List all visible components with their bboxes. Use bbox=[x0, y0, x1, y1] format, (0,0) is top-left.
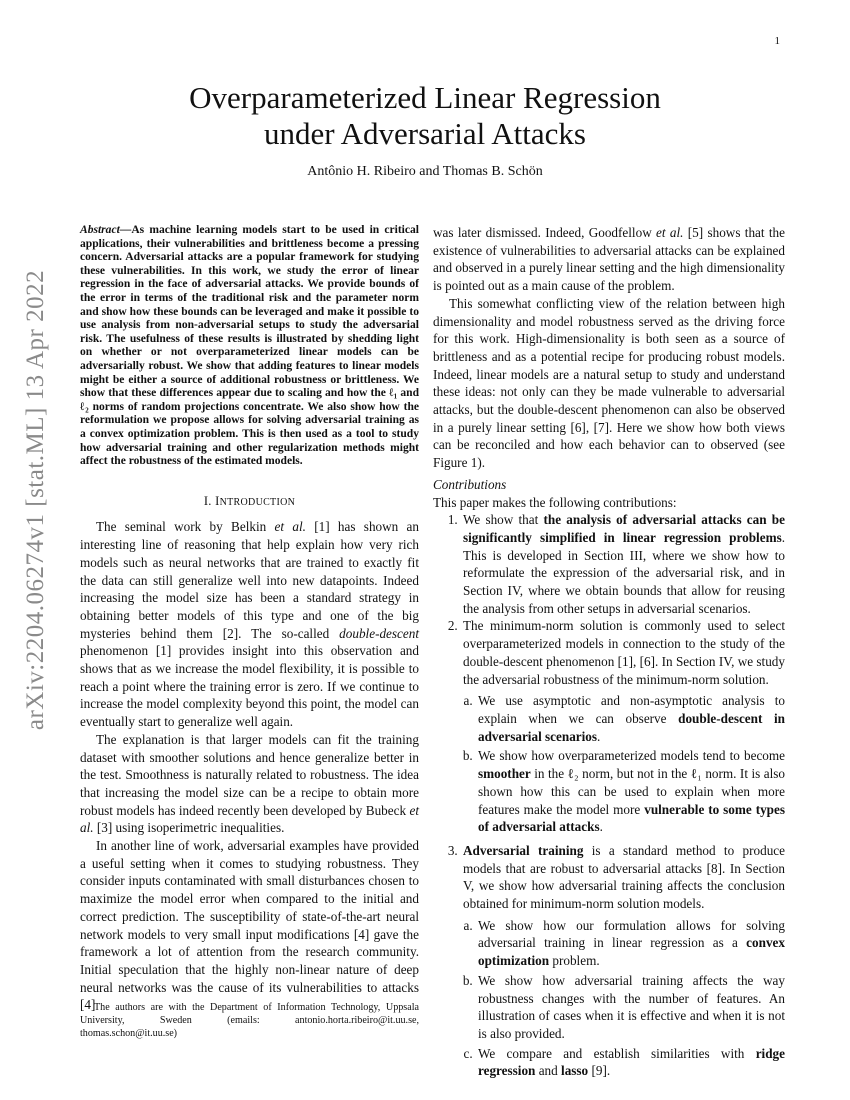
title-line-2: under Adversarial Attacks bbox=[264, 116, 586, 151]
paper-title bbox=[0, 80, 850, 152]
arxiv-stamp-text: arXiv:2204.06274v1 [stat.ML] 13 Apr 2022 bbox=[22, 269, 49, 731]
right-paragraph-2: This somewhat conflicting view of the relation between high dimensionality and model robustness served as the driving force for this work. High-dimensionality is both seen as a source of brittleness and as a potential recipe for producing robust models. Indeed, linear models are a natural setup to study and understand these ideas: not only can they be made vulnerable to adversarial attacks, but the double-descent phenomenon can also be observed in a purely linear setting [6], [7]. Here we show how both views can be reconciled and how each behavior can to observed (see Figure 1). bbox=[433, 295, 785, 471]
right-column bbox=[433, 224, 785, 1086]
contribution-1: 1. We show that the analysis of adversarial attacks can be significantly simplified in linear regression problems. This is developed in Section III, where we show how to reformulate the expression of the adversarial risk, and in Section IV, where we obtain bounds that allow for reusing the analysis from other setups in adversarial scenarios. bbox=[461, 511, 785, 617]
intro-paragraph-3: In another line of work, adversarial examples have provided a useful setting when it comes to studying robustness. They consider inputs contaminated with small disturbances chosen to maximize the model error when compared to the initial and correct prediction. The susceptibility of state-of-the-art neural network models to very small input modifications [4] gave the framework a lot of attention from the research community. Initial speculation that the highly non-linear nature of deep neural networks was the cause of its vulnerabilities to attacks [4] bbox=[80, 838, 419, 1013]
contribution-2a: a. We use asymptotic and non-asymptotic analysis to explain when we can observe double-descent in adversarial scenarios. bbox=[476, 692, 785, 745]
abstract-text: As machine learning models start to be used in critical applications, their vulnerabilities and brittleness become a pressing concern. Adversarial attacks are a popular framework for studying these vulnerabilities. In this work, we study the error of linear regression in the face of adversarial attacks. We provide bounds of the error in terms of the traditional risk and the parameter norm and show how these bounds can be leveraged and make it possible to use analysis from non-adversarial setups to study the adversarial risk. The usefulness of these results is illustrated by shedding light on whether or not overparameterized linear models can be adversarially robust. We show that adding features to linear models might be either a source of additional robustness or brittleness. We show that these differences appear due to scaling and how the ℓ₁ and ℓ₂ norms of random projections concentrate. We also show how the reformulation we propose allows for solving adversarial training as a convex optimization problem. This is then used as a tool to study how adversarial training and other regularization methods might affect the robustness of the estimated models. bbox=[80, 224, 419, 468]
contribution-3c: c. We compare and establish similarities with ridge regression and lasso [9]. bbox=[476, 1045, 785, 1080]
right-paragraph-1: was later dismissed. Indeed, Goodfellow et al. [5] shows that the existence of vulnerabilities to adversarial attacks can be explained and observed in a purely linear setting and the high dimensionality is pointed out as a main cause of the problem. bbox=[433, 225, 785, 294]
authors: Antônio H. Ribeiro and Thomas B. Schön bbox=[307, 164, 543, 179]
intro-paragraph-1: The seminal work by Belkin et al. [1] has shown an interesting line of reasoning that help explain how very rich models such as neural networks that are trained to exactly fit the data can still generalize well into new datapoints. Indeed increasing the model size has been a standard strategy in obtaining better models of this type and one of the big mysteries behind them [2]. The so-called double-descent phenomenon [1] provides insight into this observation and shows that as we increase the model flexibility, it is possible to reach a point where the training error is zero. If we continue to increase the model complexity beyond this point, the model can eventually start to generalize well again. bbox=[80, 519, 419, 730]
contribution-2: 2. The minimum-norm solution is commonly used to select overparameterized models in connection to the study of the double-descent phenomenon [1], [6]. In Section IV, we study the adversarial robustness of the minimum-norm solution. a. We use asymptotic and non-asymptotic analysis to explain when we can observe double-descent in adversarial scenarios. b. We show how overparameterized models tend to become smoother in the ℓ₂ norm, but not in the ℓ₁ norm. It is also shown how this can be used to explain when more features make the model more vulnerable to some types of adversarial attacks. bbox=[461, 617, 785, 835]
abstract bbox=[80, 224, 419, 469]
footnote: The authors are with the Department of Information Technology, Uppsala University, Sweden (emails: antonio.horta.ribeiro@it.uu.se, thomas.schon@it.uu.se) bbox=[80, 1002, 419, 1039]
contributions-heading: Contributions bbox=[433, 476, 507, 492]
abstract-label: Abstract— bbox=[80, 224, 132, 236]
arxiv-stamp bbox=[6, 269, 66, 731]
page-number: 1 bbox=[774, 35, 780, 47]
intro-paragraph-2: The explanation is that larger models can fit the training dataset with smoother solutions and hence generalize better in the test. Smoothness is naturally related to robustness. The idea that increasing the model size can be a recipe to obtain more robust models has indeed recently been developed by Bubeck et al. [3] using isoperimetric inequalities. bbox=[80, 731, 419, 836]
contribution-2b: b. We show how overparameterized models tend to become smoother in the ℓ₂ norm, but not in the ℓ₁ norm. It is also shown how this can be used to explain when more features make the model more vulnerable to some types of adversarial attacks. bbox=[476, 747, 785, 836]
contribution-3: 3. Adversarial training is a standard method to produce models that are robust to adversarial attacks [8]. In Section V, we show how adversarial training affects the conclusion obtained for minimum-norm solution models. a. We show how our formulation allows for solving adversarial training in linear regression as a convex optimization problem. b. We show how adversarial training affects the way robustness changes with the number of features. An illustration of cases when it is effective and when it is not is also provided. c. We compare and establish similarities with ridge regression and lasso [9]. bbox=[461, 842, 785, 1080]
title-line-1: Overparameterized Linear Regression bbox=[189, 80, 661, 115]
contributions-list bbox=[433, 511, 785, 1080]
contributions-intro: This paper makes the following contributions: bbox=[433, 494, 677, 510]
contribution-3a: a. We show how our formulation allows for solving adversarial training in linear regression as a convex optimization problem. bbox=[476, 917, 785, 970]
contribution-3b: b. We show how adversarial training affects the way robustness changes with the number of features. An illustration of cases when it is effective and when it is not is also provided. bbox=[476, 972, 785, 1043]
section-heading-introduction: I. INTRODUCTION bbox=[203, 493, 296, 508]
left-column bbox=[80, 224, 419, 1014]
